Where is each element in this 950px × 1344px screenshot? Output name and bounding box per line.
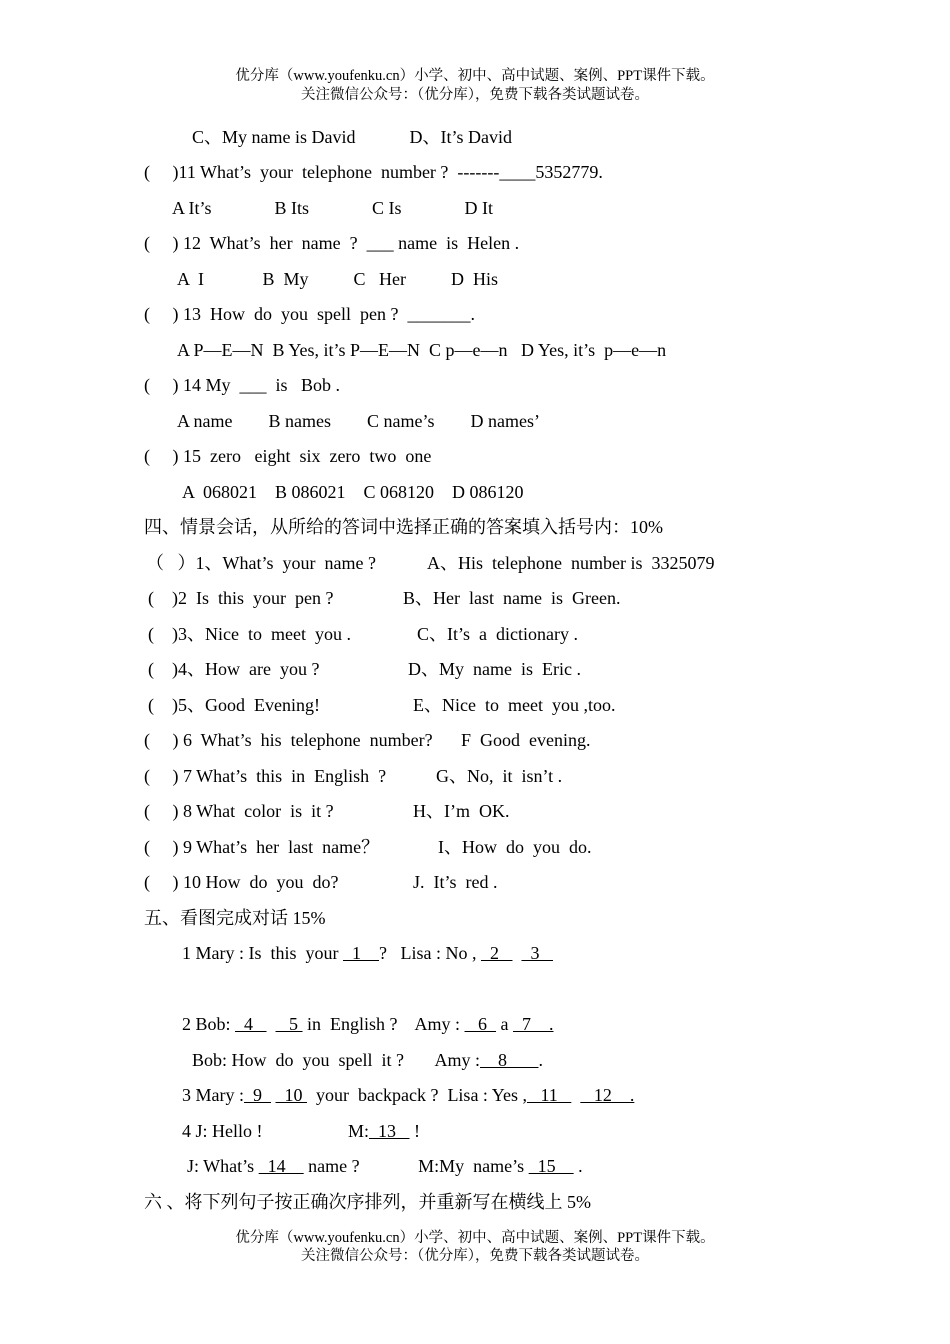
p4-a4: D、My name is Eric . [408,659,581,679]
blank-4[interactable]: 4 [235,1014,267,1034]
p4-a10: J. It’s red . [413,872,498,892]
p4-q10: ( ) 10 How do you do? [144,872,339,892]
q11-stem: ( )11 What’s your telephone number ? -------____5352779. [144,162,603,182]
blank-11[interactable]: 11 [526,1085,572,1105]
p4-q4: ( )4、How are you ? [148,659,320,679]
blank-1[interactable]: 1 [343,943,379,963]
answer-blank[interactable]: ___ [366,233,394,253]
p4-q1: （ ）1、What’s your name ? [146,553,376,573]
p4-a1: A、His telephone number is 3325079 [427,553,715,573]
q10-options: C、My name is David D、It’s David [192,127,512,147]
p4-a9: I、How do you do. [438,837,592,857]
p4-q6: ( ) 6 What’s his telephone number? [144,730,433,750]
q12-options: A I B My C Her D His [177,269,499,289]
blank-9[interactable]: 9 [244,1085,271,1105]
section-6-title: 六 、将下列句子按正确次序排列，并重新写在横线上 5% [144,1192,591,1212]
answer-blank[interactable]: ____ [499,162,536,182]
blank-6[interactable]: 6 [464,1014,497,1034]
page-header-line-2: 关注微信公众号：（优分库），免费下载各类试题试卷。 [301,87,649,103]
dialog-3: 3 Mary : 9 10 your backpack ? Lisa : Yes , 11 12 . [182,1085,635,1105]
p4-q9: ( ) 9 What’s her last name？ [144,837,380,857]
blank-13[interactable]: 13 [369,1121,410,1141]
p4-a6: F Good evening. [461,730,591,750]
q15-options: A 068021 B 086021 C 068120 D 086120 [182,482,524,502]
blank-5[interactable]: 5 [275,1014,303,1034]
page-footer-line-1: 优分库（www.youfenku.cn）小学、初中、高中试题、案例、PPT课件下载。 [235,1230,715,1246]
q13-stem: ( ) 13 How do you spell pen ? _______. [144,304,475,324]
blank-7[interactable]: 7 . [513,1014,554,1034]
blank-3[interactable]: 3 [521,943,553,963]
q12-stem: ( ) 12 What’s her name ? ___ name is Helen . [144,233,520,253]
page-header-line-1: 优分库（www.youfenku.cn）小学、初中、高中试题、案例、PPT课件下载。 [235,68,715,84]
dialog-4b: J: What’s 14 name ? M:My name’s 15 . [187,1156,583,1176]
dialog-4a: 4 J: Hello ! M: 13 ! [182,1121,420,1141]
p4-q3: ( )3、Nice to meet you . [148,624,351,644]
p4-a7: G、No, it isn’t . [436,766,563,786]
blank-8[interactable]: 8 [480,1050,539,1070]
p4-q5: ( )5、Good Evening! [148,695,320,715]
dialog-2a: 2 Bob: 4 5 in English ? Amy : 6 a 7 . [182,1014,554,1034]
page-footer-line-2: 关注微信公众号：（优分库），免费下载各类试题试卷。 [301,1248,649,1264]
blank-14[interactable]: 14 [258,1156,304,1176]
p4-a3: C、It’s a dictionary . [417,624,578,644]
blank-12[interactable]: 12 . [580,1085,635,1105]
p4-a2: B、Her last name is Green. [403,588,621,608]
answer-blank[interactable]: ___ [239,375,267,395]
section-4-title: 四、情景会话，从所给的答词中选择正确的答案填入括号内：10% [144,517,663,537]
q15-stem: ( ) 15 zero eight six zero two one [144,446,432,466]
dialog-2b: Bob: How do you spell it ? Amy : 8 . [192,1050,543,1070]
p4-q8: ( ) 8 What color is it ? [144,801,334,821]
q13-options: A P—E—N B Yes, it’s P—E—N C p—e—n D Yes, it’s p—e—n [177,340,667,360]
blank-2[interactable]: 2 [480,943,513,963]
dialog-1: 1 Mary : Is this your 1 ? Lisa : No , 2 3 [182,943,553,963]
q14-stem: ( ) 14 My ___ is Bob . [144,375,341,395]
q14-options: A name B names C name’s D names’ [177,411,540,431]
section-5-title: 五、看图完成对话 15% [144,908,326,928]
blank-10[interactable]: 10 [275,1085,307,1105]
p4-q2: ( )2 Is this your pen ? [148,588,334,608]
answer-blank[interactable]: _______. [407,304,475,324]
blank-15[interactable]: 15 [528,1156,574,1176]
p4-a8: H、I’m OK. [413,801,510,821]
p4-q7: ( ) 7 What’s this in English ? [144,766,387,786]
q11-options: A It’s B Its C Is D It [172,198,494,218]
p4-a5: E、Nice to meet you ,too. [413,695,616,715]
